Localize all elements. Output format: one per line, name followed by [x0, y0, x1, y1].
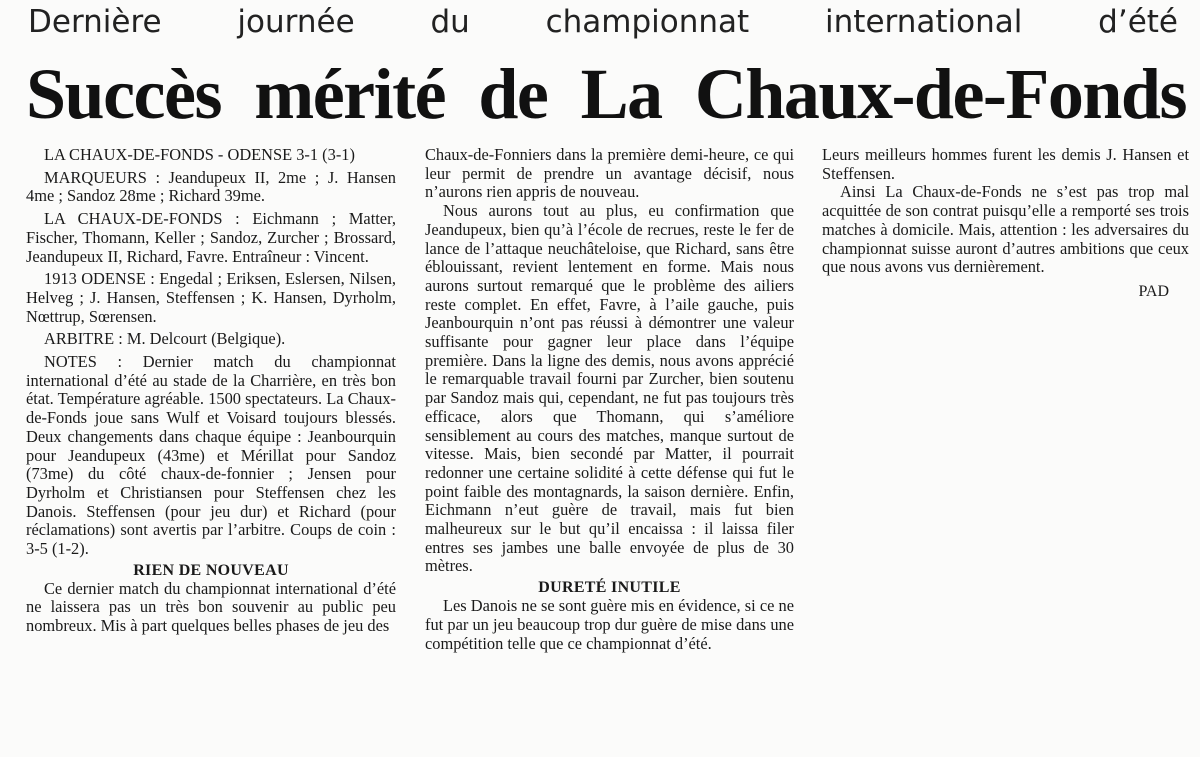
article-headline: Succès mérité de La Chaux-de-Fonds — [26, 54, 1186, 134]
referee: ARBITRE : M. Delcourt (Belgique). — [44, 329, 286, 349]
body-paragraph: Leurs meilleurs hommes furent les demis J. Hansen et Steffensen. — [822, 145, 1189, 183]
body-paragraph: Les Danois ne se sont guère mis en évidence, si ce ne fut par un jeu beaucoup trop dur guère de mise dans une compétition telle que ce championnat d’été. — [425, 596, 794, 653]
body-paragraph: Ce dernier match du championnat international d’été ne laissera pas un très bon souvenir au public peu nombreux. Mis à part quelques belles phases de jeu des — [26, 578, 396, 636]
column-2 — [425, 146, 794, 653]
body-paragraph: Ainsi La Chaux-de-Fonds ne s’est pas trop mal acquittée de son contrat puisqu’elle a remporté ses trois matches à domicile. Mais, attention : les adversaires du championnat suisse auront d’autres ambitions que ceux que nous avons vus dernièrement. — [822, 182, 1189, 277]
match-result: LA CHAUX-DE-FONDS - ODENSE 3-1 (3-1) — [44, 145, 355, 164]
column-3 — [822, 146, 1189, 302]
body-paragraph: Nous aurons tout au plus, eu confirmation que Jeandupeux, bien qu’à l’école de recrues, reste le fer de lance de l’attaque neuchâteloise, que Richard, sans être éblouissant, revient lentement en forme. Mais nous aurons surtout remarqué que le problème des ailiers reste complet. En effet, Favre, à l’aile gauche, puis Jeanbourquin n’ont pas réussi à démontrer une valeur suffisante pour gagner leur place dans l’équipe première. Dans la ligne des demis, nous avons apprécié le remarquable travail fourni par Zurcher, bien soutenu par Sandoz mais qui, cependant, ne fut pas toujours très efficace, alors que Thomann, qui s’améliore sensiblement au cours des matches, manque surtout de vitesse. Mais, bien secondé par Matter, il pourrait redonner une certaine solidité à cette défense qui fut le point faible des montagnards, la saison dernière. Enfin, Eichmann n’eut guère de travail, mais fut bien malheureux sur le but qu’il encaissa : il laissa filer entres ses jambes une balle envoyée de plus de 30 mètres. — [425, 201, 794, 576]
away-lineup: 1913 ODENSE : Engedal ; Eriksen, Eslersen, Nilsen, Helveg ; J. Hansen, Steffensen ; K. Hansen, Dyrholm, Nœttrup, Sœrensen. — [26, 269, 396, 326]
author-byline: PAD — [1138, 282, 1169, 300]
subhead-rien-de-nouveau: RIEN DE NOUVEAU — [133, 561, 289, 579]
scorers: MARQUEURS : Jeandupeux II, 2me ; J. Hansen 4me ; Sandoz 28me ; Richard 39me. — [26, 167, 396, 206]
home-lineup: LA CHAUX-DE-FONDS : Eichmann ; Matter, Fischer, Thomann, Keller ; Sandoz, Zurcher ; Brossard, Jeandupeux II, Richard, Favre. Entraîneur : Vincent. — [26, 209, 396, 266]
subhead-durete-inutile: DURETÉ INUTILE — [538, 579, 681, 597]
article-kicker: Dernière journée du championnat international d’été — [28, 4, 1178, 40]
column-1 — [26, 146, 396, 636]
body-paragraph: Chaux-de-Fonniers dans la première demi-heure, ce qui leur permit de prendre un avantage décisif, nous n’aurons rien appris de nouveau. — [425, 145, 794, 202]
match-notes: NOTES : Dernier match du championnat international d’été au stade de la Charrière, en très bon état. Température agréable. 1500 spectateurs. La Chaux-de-Fonds joue sans Wulf et Voisard toujours blessés. Deux changements dans chaque équipe : Jeanbourquin pour Jeandupeux (43me) et Mérillat pour Sandoz (73me) du côté chaux-de-fonnier ; Jensen pour Dyrholm et Christiansen pour Steffensen chez les Danois. Steffensen (pour jeu dur) et Richard (pour réclamations) sont avertis par l’arbitre. Coups de coin : 3-5 (1-2). — [26, 352, 396, 559]
